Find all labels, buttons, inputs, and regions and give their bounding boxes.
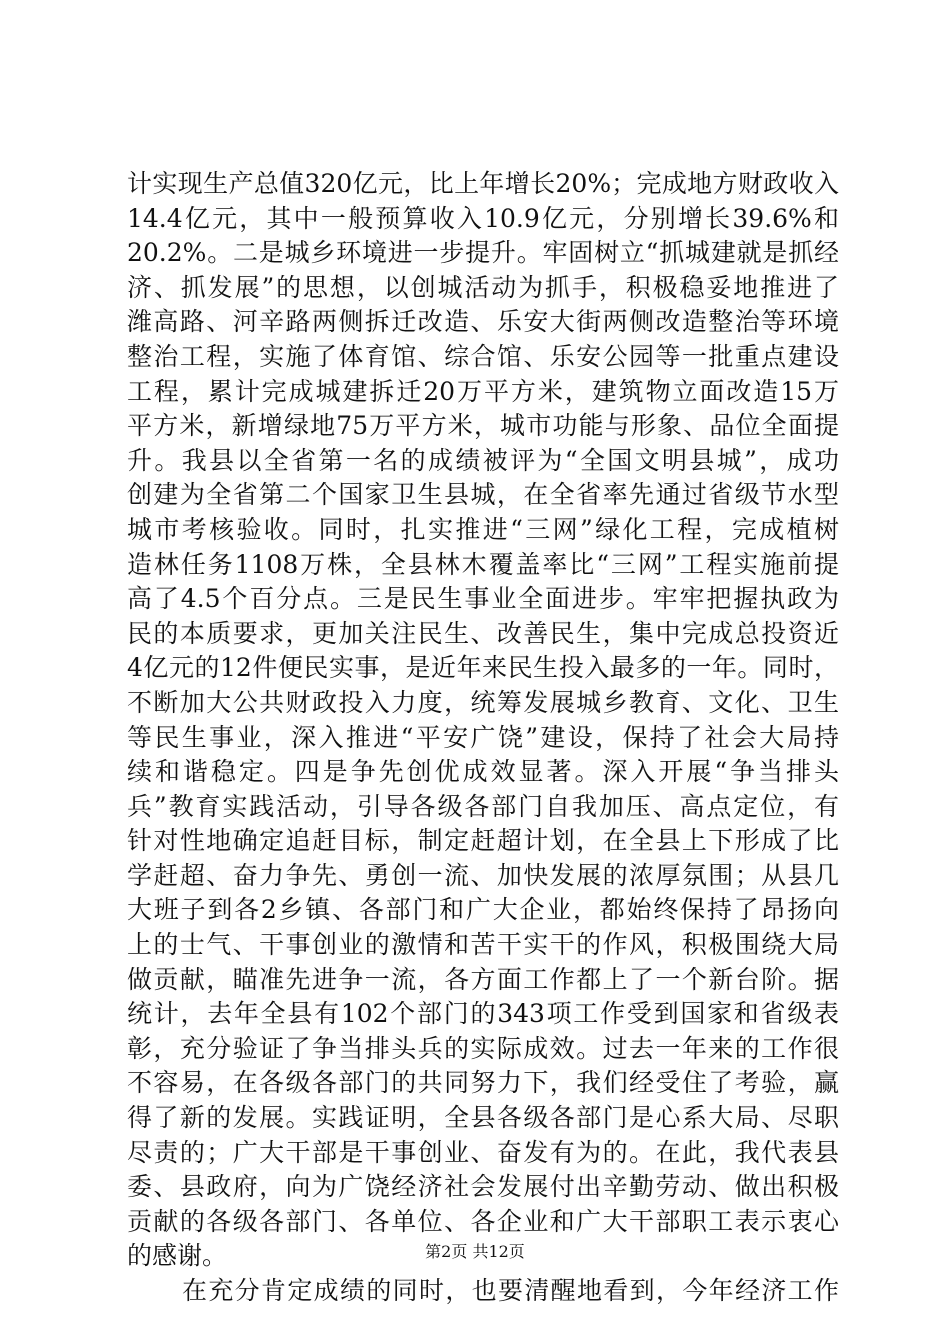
text-line: 大班子到各2乡镇、各部门和广大企业，都始终保持了昂扬向	[127, 895, 839, 925]
page-number: 第2页 共12页	[425, 1242, 525, 1261]
text-line: 委、县政府，向为广饶经济社会发展付出辛勤劳动、做出积极	[127, 1172, 839, 1202]
text-line: 城市考核验收。同时，扎实推进“三网”绿化工程，完成植树	[127, 514, 839, 544]
text-line: 计实现生产总值320亿元，比上年增长20%；完成地方财政收入	[127, 169, 839, 198]
text-line: 续和谐稳定。四是争先创优成效显著。深入开展“争当排头	[127, 757, 839, 787]
text-line: 得了新的发展。实践证明，全县各级各部门是心系大局、尽职	[127, 1103, 839, 1133]
text-line: 4亿元的12件便民实事，是近年来民生投入最多的一年。同时，	[127, 653, 839, 683]
text-line: 潍高路、河辛路两侧拆迁改造、乐安大街两侧改造整治等环境	[127, 307, 839, 337]
body-text	[127, 167, 839, 1309]
text-line: 创建为全省第二个国家卫生县城，在全省率先通过省级节水型	[127, 480, 839, 510]
text-line: 彰，充分验证了争当排头兵的实际成效。过去一年来的工作很	[127, 1033, 839, 1063]
text-line: 造林任务1108万株，全县林木覆盖率比“三网”工程实施前提	[127, 549, 839, 579]
text-line: 针对性地确定追赶目标，制定赶超计划，在全县上下形成了比	[127, 826, 839, 856]
text-line: 统计，去年全县有102个部门的343项工作受到国家和省级表	[127, 999, 839, 1029]
text-line: 尽责的；广大干部是干事创业、奋发有为的。在此，我代表县	[127, 1137, 839, 1167]
text-line: 学赶超、奋力争先、勇创一流、加快发展的浓厚氛围；从县几	[127, 860, 839, 890]
text-line: 兵”教育实践活动，引导各级各部门自我加压、高点定位，有	[127, 791, 839, 821]
paragraph-start-line: 在充分肯定成绩的同时，也要清醒地看到，今年经济工作	[182, 1276, 839, 1305]
text-line: 高了4.5个百分点。三是民生事业全面进步。牢牢把握执政为	[127, 584, 839, 614]
text-line: 14.4亿元，其中一般预算收入10.9亿元，分别增长39.6%和	[127, 203, 839, 233]
text-line: 不容易，在各级各部门的共同努力下，我们经受住了考验，赢	[127, 1068, 839, 1098]
text-line: 20.2%。二是城乡环境进一步提升。牢固树立“抓城建就是抓经	[127, 238, 839, 268]
text-line: 不断加大公共财政投入力度，统筹发展城乡教育、文化、卫生	[127, 687, 839, 717]
text-line: 做贡献，瞄准先进争一流，各方面工作都上了一个新台阶。据	[127, 964, 839, 994]
text-line: 的感谢。	[127, 1241, 228, 1271]
text-line: 等民生事业，深入推进“平安广饶”建设，保持了社会大局持	[127, 722, 839, 752]
text-line: 民的本质要求，更加关注民生、改善民生，集中完成总投资近	[127, 618, 839, 648]
text-line: 济、抓发展”的思想，以创城活动为抓手，积极稳妥地推进了	[127, 272, 839, 302]
text-line: 工程，累计完成城建拆迁20万平方米，建筑物立面改造15万	[127, 376, 839, 406]
text-line: 升。我县以全省第一名的成绩被评为“全国文明县城”，成功	[127, 445, 839, 475]
page-footer	[0, 1241, 950, 1263]
text-line: 整治工程，实施了体育馆、综合馆、乐安公园等一批重点建设	[127, 341, 839, 371]
text-line: 平方米，新增绿地75万平方米，城市功能与形象、品位全面提	[127, 411, 839, 441]
text-line: 上的士气、干事创业的激情和苦干实干的作风，积极围绕大局	[127, 930, 839, 960]
text-line: 贡献的各级各部门、各单位、各企业和广大干部职工表示衷心	[127, 1206, 839, 1236]
